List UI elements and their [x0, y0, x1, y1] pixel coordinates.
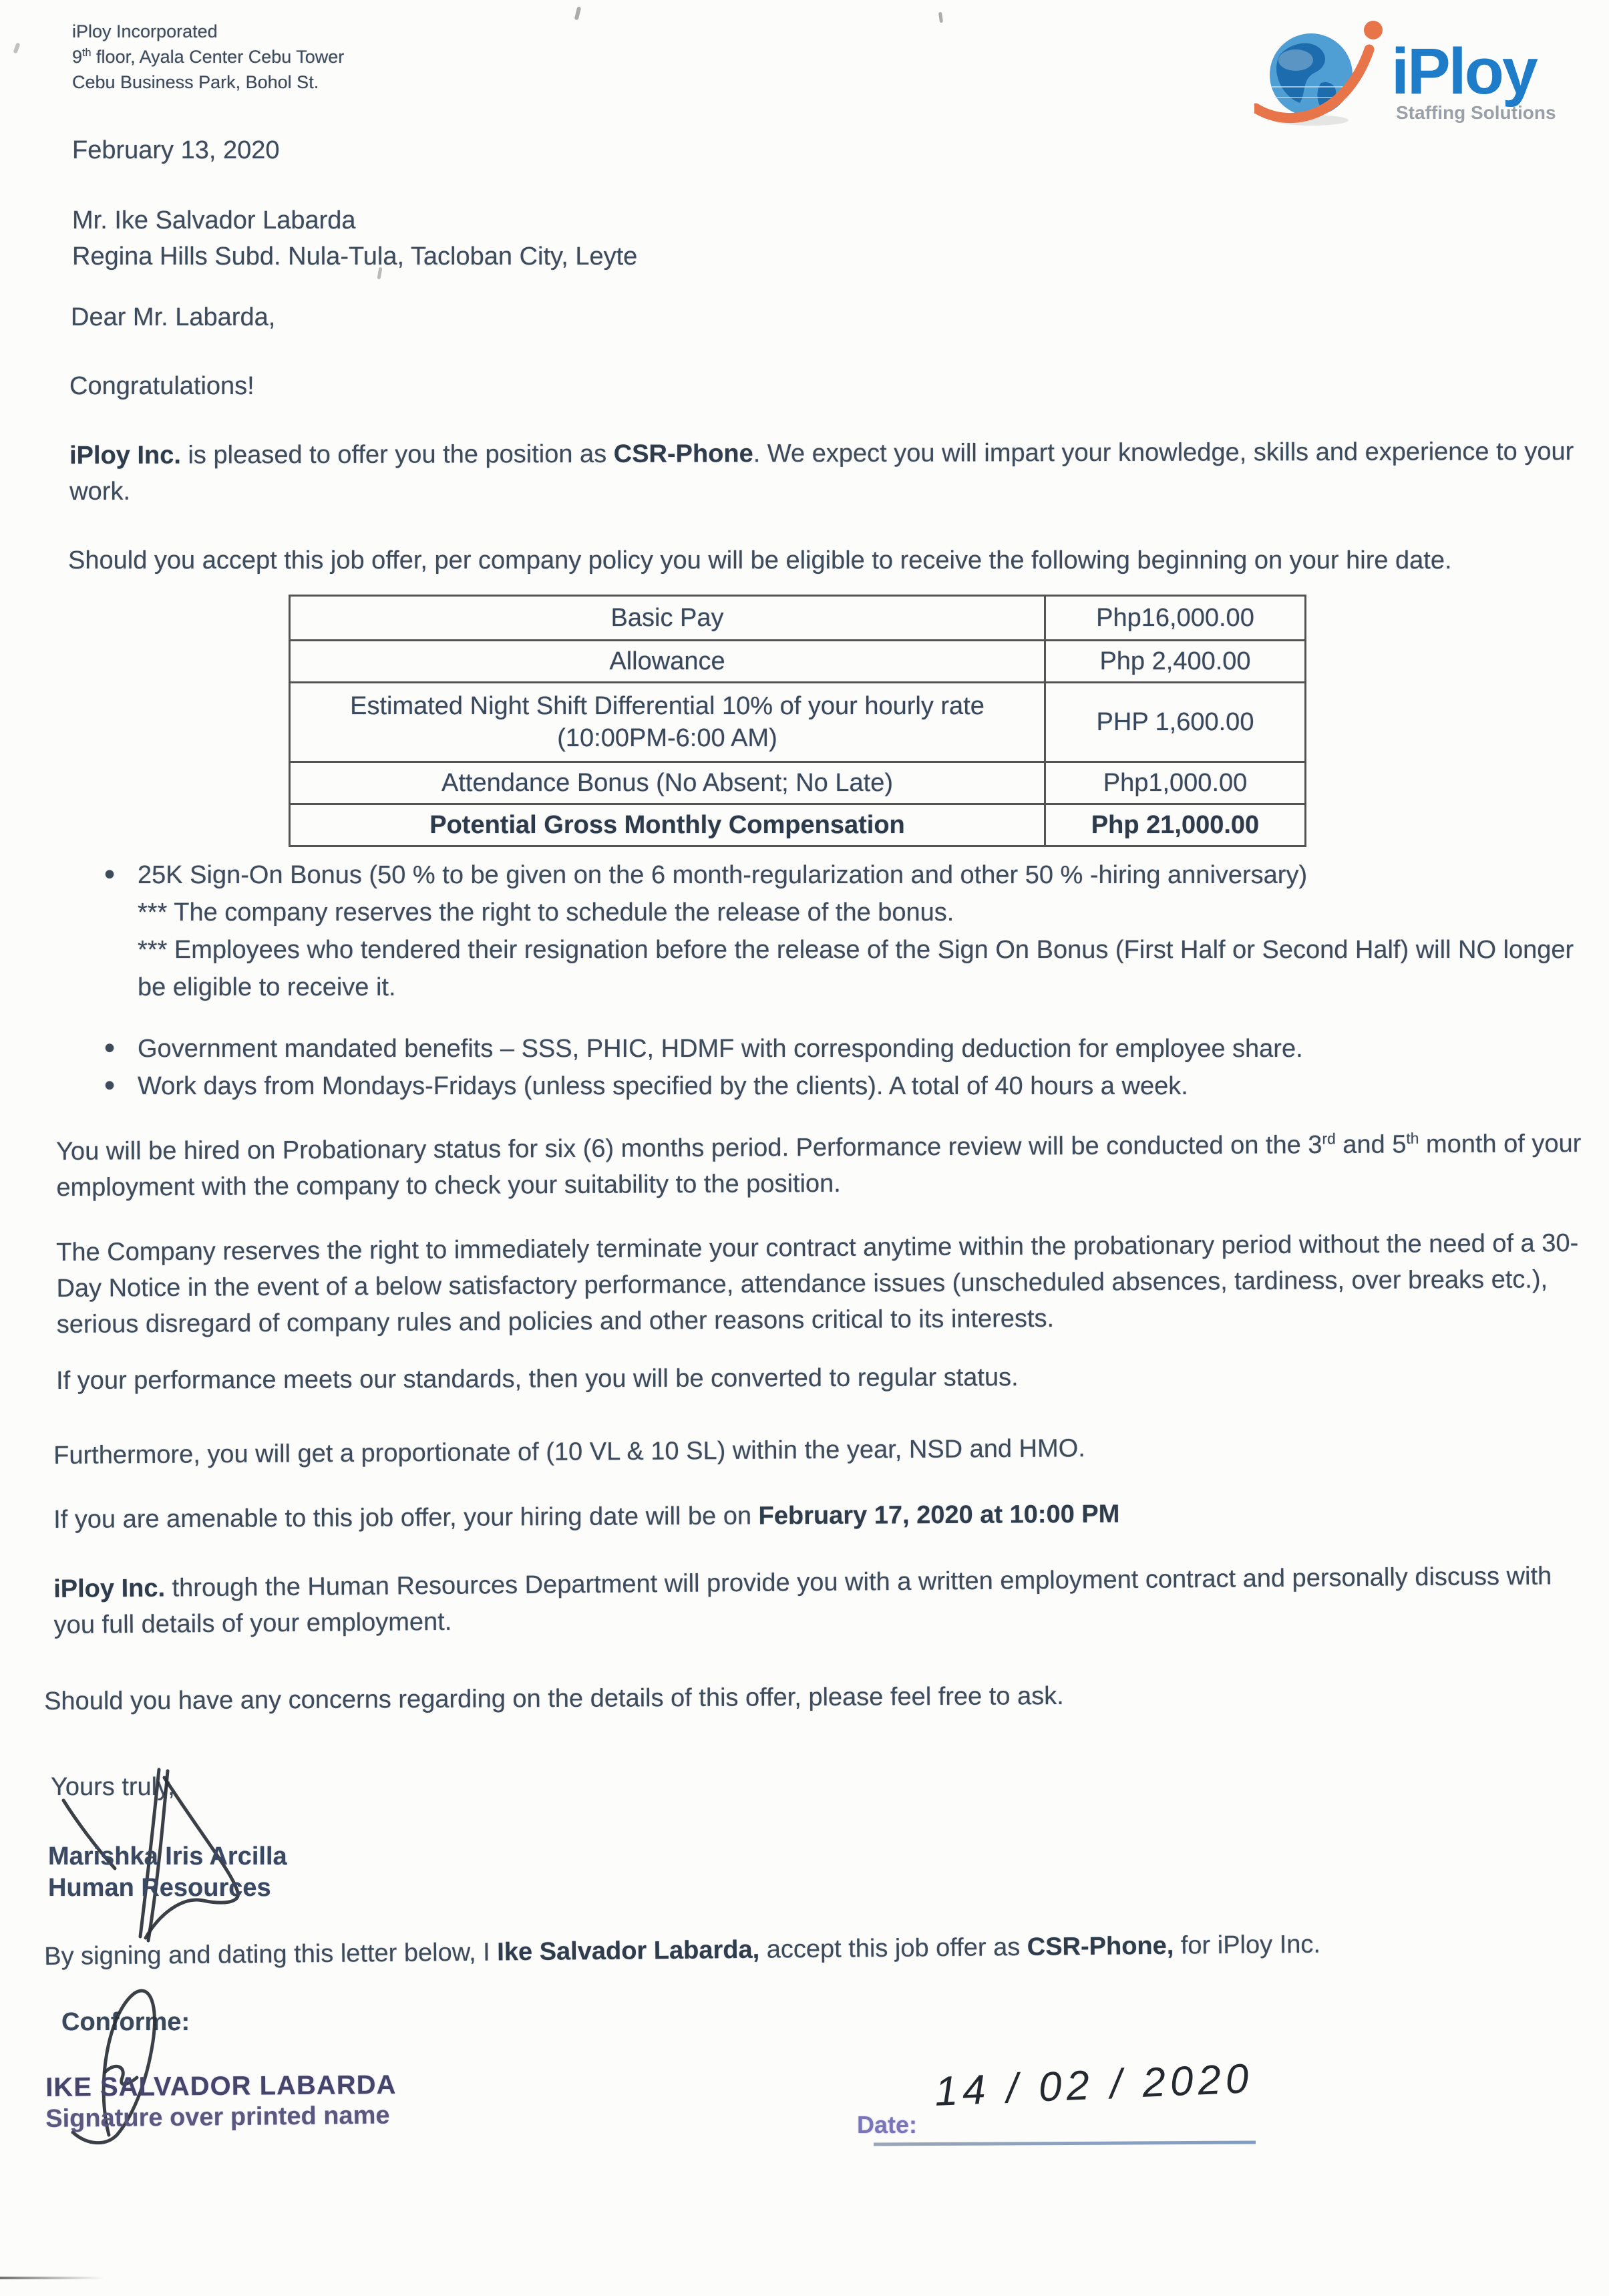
list-item [99, 1068, 1582, 1105]
company-address-line1: 9th floor, Ayala Center Cebu Tower [72, 47, 345, 67]
table-cell-value: Php16,000.00 [1045, 596, 1306, 641]
table-cell-value: Php 2,400.00 [1045, 641, 1306, 683]
table-cell-value: Php1,000.00 [1045, 762, 1306, 804]
scan-artifact [938, 12, 943, 23]
company-name: iPloy Incorporated [72, 21, 218, 41]
paragraph-eligibility: Should you accept this job offer, per company policy you will be eligible to receive the following beginning on your hire date. [68, 546, 1452, 575]
conforme-printed-name: IKE SALVADOR LABARDA [45, 2070, 397, 2102]
date-label: Date: [857, 2111, 918, 2138]
signer-name: Marishka Iris Arcilla [48, 1842, 287, 1870]
table-cell-label: Attendance Bonus (No Absent; No Late) [290, 762, 1045, 804]
table-row [290, 762, 1306, 804]
logo-brand-text: iPloy [1391, 35, 1536, 108]
bullet-note: *** The company reserves the right to schedule the release of the bonus. [138, 898, 954, 927]
handwritten-date: 14 / 02 / 2020 [934, 2056, 1254, 2115]
compensation-table [289, 595, 1306, 847]
table-cell-value: Php 21,000.00 [1045, 804, 1306, 846]
paragraph-contract: iPloy Inc. through the Human Resources Department will provide you with a written employment contract and personally discuss with you full details of your employment. [53, 1562, 1552, 1639]
scan-artifact [574, 7, 582, 21]
list-item [99, 1030, 1582, 1068]
date-underline [874, 2141, 1256, 2146]
table-row-total [290, 804, 1306, 846]
iploy-logo [1254, 8, 1562, 128]
iploy-logo-graphic [1254, 8, 1562, 128]
paragraph-termination: The Company reserves the right to immediately terminate your contract anytime within the probationary period without the need of a 30-Day Notice in the event of a below satisfactory performance, attendance issues (unscheduled absences, tardiness, over breaks etc.), serious disregard of company rules and policies and other reasons critical to its interests. [56, 1229, 1579, 1339]
paragraph-offer: iPloy Inc. is pleased to offer you the position as CSR-Phone. We expect you will impart your knowledge, skills and experience to your work. [69, 438, 1574, 506]
paragraph-concerns: Should you have any concerns regarding on the details of this offer, please feel free to ask. [44, 1682, 1064, 1715]
recipient-block [72, 202, 637, 275]
scan-artifact [0, 2277, 104, 2279]
paragraph-acceptance: By signing and dating this letter below, I Ike Salvador Labarda, accept this job offer as CSR-Phone, for iPloy Inc. [44, 1930, 1321, 1971]
table-cell-label: Estimated Night Shift Differential 10% of your hourly rate (10:00PM-6:00 AM) [290, 683, 1045, 762]
table-cell-label: Allowance [290, 641, 1045, 683]
table-row [290, 641, 1306, 683]
paragraph-probation: You will be hired on Probationary status for six (6) months period. Performance review will be conducted on the 3rd and 5th month of your employment with the company to check your suitability to the position. [56, 1129, 1582, 1202]
benefits-bullet-list [99, 856, 1582, 1105]
list-item [99, 856, 1582, 1006]
company-address-line2: Cebu Business Park, Bohol St. [72, 72, 319, 92]
conforme-label: Conforme: [61, 2008, 190, 2036]
salutation: Dear Mr. Labarda, [71, 303, 276, 331]
signer-title: Human Resources [48, 1874, 271, 1902]
opening-line: Congratulations! [69, 372, 254, 400]
table-cell-label: Potential Gross Monthly Compensation [290, 804, 1045, 846]
table-cell-value: PHP 1,600.00 [1045, 683, 1306, 762]
paragraph-regular-status: If your performance meets our standards, then you will be converted to regular status. [56, 1363, 1019, 1395]
paragraph-hiring-date: If you are amenable to this job offer, your hiring date will be on February 17, 2020 at 10:00 PM [53, 1500, 1120, 1534]
bullet-line: • 25K Sign-On Bonus (50 % to be given on the 6 month-regularization and other 50 % -hiring anniversary) [138, 861, 1308, 889]
letterhead-address [72, 19, 344, 95]
signature-caption: Signature over printed name [45, 2101, 390, 2133]
scan-artifact [13, 42, 20, 53]
bullet-line: • Work days from Mondays-Fridays (unless specified by the clients). A total of 40 hours a week. [138, 1072, 1188, 1100]
table-row [290, 683, 1306, 762]
recipient-name: Mr. Ike Salvador Labarda [72, 206, 356, 234]
table-row [290, 596, 1306, 641]
globe-highlight [1278, 49, 1313, 71]
valediction: Yours truly, [51, 1773, 175, 1801]
bullet-line: • Government mandated benefits – SSS, PHIC, HDMF with corresponding deduction for employee share. [138, 1035, 1303, 1063]
person-dot-icon [1364, 21, 1383, 39]
paragraph-benefits: Furthermore, you will get a proportionate of (10 VL & 10 SL) within the year, NSD and HMO. [53, 1434, 1085, 1470]
letter-date: February 13, 2020 [72, 136, 280, 164]
table-cell-label: Basic Pay [290, 596, 1045, 641]
bullet-note: *** Employees who tendered their resignation before the release of the Sign On Bonus (First Half or Second Half) will NO longer be eligible to receive it. [138, 936, 1574, 1001]
logo-tagline-text: Staffing Solutions [1396, 102, 1556, 123]
recipient-address: Regina Hills Subd. Nula-Tula, Tacloban City, Leyte [72, 242, 638, 271]
